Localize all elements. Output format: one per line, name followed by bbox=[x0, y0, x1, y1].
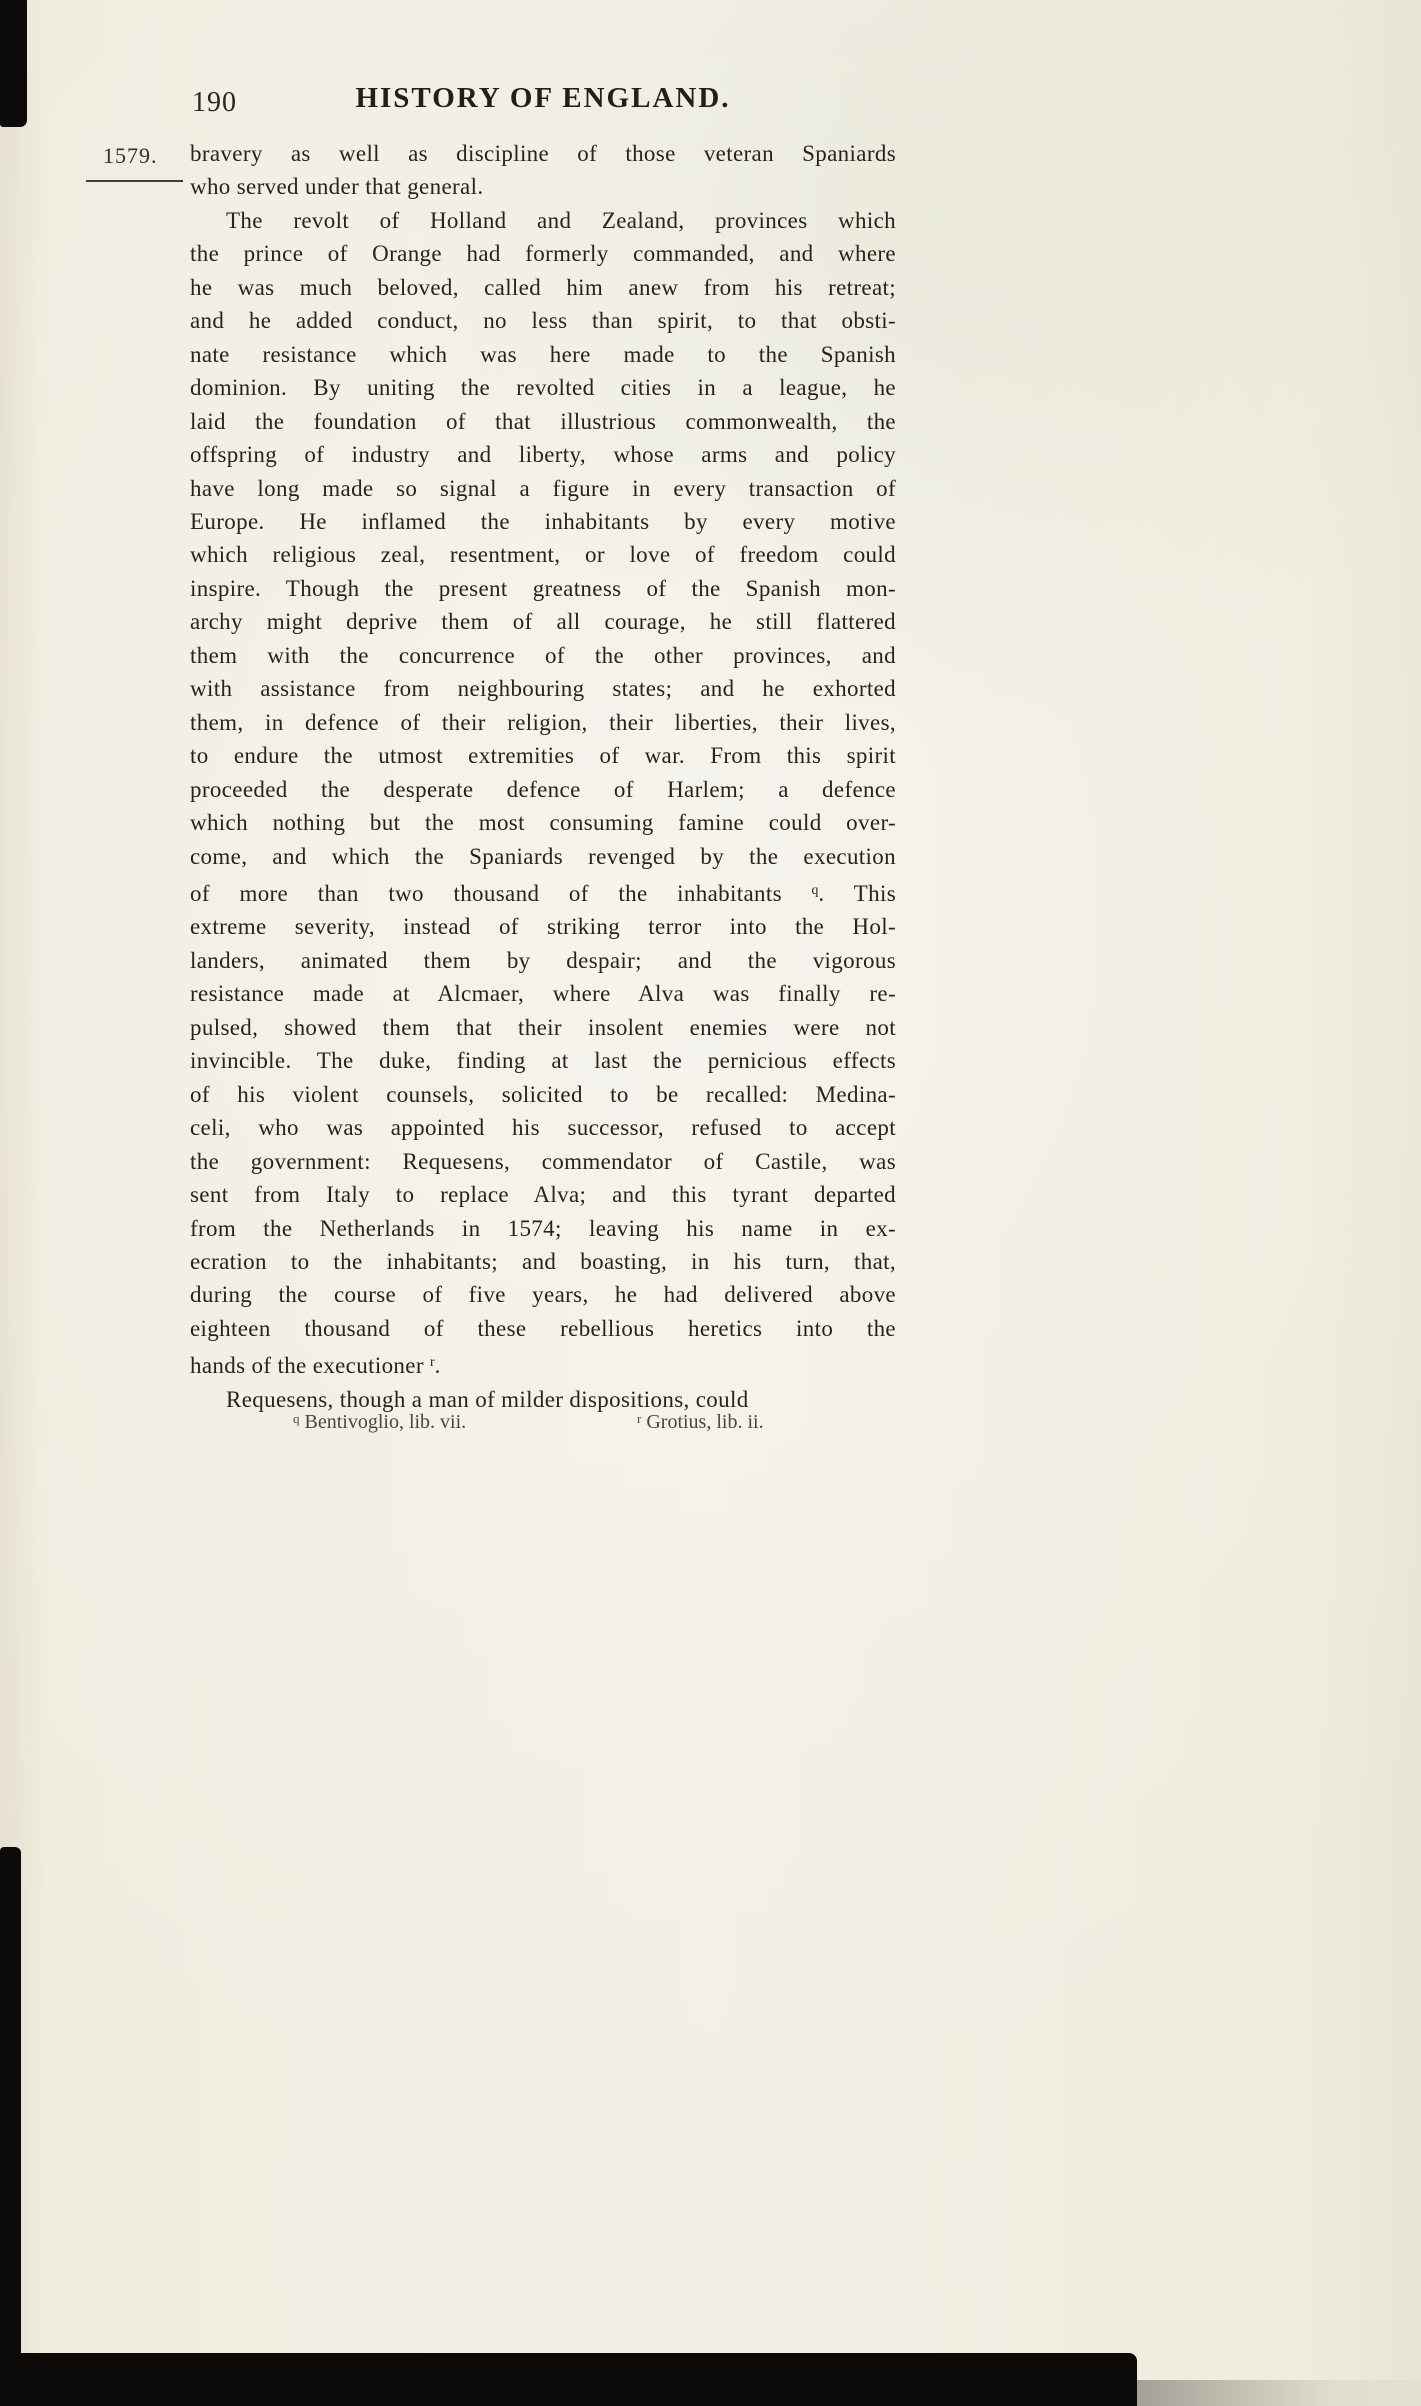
body-line: of his violent counsels, solicited to be recalled: Medina- bbox=[190, 1081, 896, 1107]
body-line bbox=[190, 873, 896, 910]
footnote-text: Grotius, lib. ii. bbox=[646, 1411, 764, 1433]
body-line: pulsed, showed them that their insolent enemies were not bbox=[190, 1014, 896, 1040]
body-line: inspire. Though the present greatness of the Spanish mon- bbox=[190, 575, 896, 601]
footnote-left bbox=[293, 1411, 466, 1434]
body-line: who served under that general. bbox=[190, 174, 484, 200]
footnote-marker-q: q bbox=[811, 881, 819, 897]
body-text-block bbox=[190, 137, 896, 1416]
body-line: offspring of industry and liberty, whose arms and policy bbox=[190, 442, 896, 468]
body-line: and he added conduct, no less than spirit, to that obsti- bbox=[190, 308, 896, 334]
body-line: celi, who was appointed his successor, refused to accept bbox=[190, 1115, 896, 1141]
body-line: invincible. The duke, finding at last the pernicious effects bbox=[190, 1048, 896, 1074]
running-title: HISTORY OF ENGLAND. bbox=[355, 82, 731, 114]
body-line: them with the concurrence of the other provinces, and bbox=[190, 642, 896, 668]
footnotes bbox=[190, 1411, 896, 1441]
body-line: resistance made at Alcmaer, where Alva was finally re- bbox=[190, 981, 896, 1007]
footnote-text: Bentivoglio, lib. vii. bbox=[304, 1411, 467, 1433]
body-line: dominion. By uniting the revolted cities in a league, he bbox=[190, 375, 896, 401]
body-line: he was much beloved, called him anew from his retreat; bbox=[190, 274, 896, 300]
body-line: archy might deprive them of all courage, he still flattered bbox=[190, 609, 896, 635]
scan-gutter-artifact-top bbox=[0, 0, 27, 127]
body-line: Europe. He inflamed the inhabitants by every motive bbox=[190, 508, 896, 534]
body-line: sent from Italy to replace Alva; and this tyrant departed bbox=[190, 1182, 896, 1208]
footnote-right bbox=[637, 1411, 764, 1434]
body-line: the prince of Orange had formerly commanded, and where bbox=[190, 241, 896, 267]
body-line: the government: Requesens, commendator of Castile, was bbox=[190, 1148, 896, 1174]
scan-bottom-bar-artifact bbox=[0, 2353, 1137, 2406]
scan-gutter-artifact-bottom bbox=[0, 1847, 21, 2406]
body-line: come, and which the Spaniards revenged by the execution bbox=[190, 843, 896, 869]
body-line: during the course of five years, he had delivered above bbox=[190, 1282, 896, 1308]
body-line-text: . bbox=[434, 1353, 441, 1379]
body-line-text: . This bbox=[818, 880, 896, 906]
body-line: eighteen thousand of these rebellious heretics into the bbox=[190, 1315, 896, 1341]
body-line-text: of more than two thousand of the inhabitants bbox=[190, 880, 812, 906]
body-line: to endure the utmost extremities of war. From this spirit bbox=[190, 743, 896, 769]
body-line bbox=[190, 1345, 896, 1382]
body-line: ecration to the inhabitants; and boasting, in his turn, that, bbox=[190, 1248, 896, 1274]
scan-smudge-artifact bbox=[1137, 2380, 1421, 2406]
body-line: proceeded the desperate defence of Harlem; a defence bbox=[190, 776, 896, 802]
body-line: which nothing but the most consuming famine could over- bbox=[190, 810, 896, 836]
footnote-marker-r: r bbox=[637, 1411, 642, 1426]
body-line-text: hands of the executioner bbox=[190, 1353, 430, 1379]
body-line: with assistance from neighbouring states; and he exhorted bbox=[190, 676, 896, 702]
body-line: extreme severity, instead of striking terror into the Hol- bbox=[190, 914, 896, 940]
body-line: have long made so signal a figure in every transaction of bbox=[190, 475, 896, 501]
margin-year-note: 1579. bbox=[103, 143, 158, 168]
footnote-marker-q: q bbox=[293, 1411, 300, 1426]
body-line: nate resistance which was here made to the Spanish bbox=[190, 341, 896, 367]
body-line: them, in defence of their religion, their liberties, their lives, bbox=[190, 709, 896, 735]
body-line: Requesens, though a man of milder dispositions, could bbox=[226, 1386, 749, 1412]
body-line: from the Netherlands in 1574; leaving his name in ex- bbox=[190, 1215, 896, 1241]
page-number: 190 bbox=[192, 87, 237, 118]
page-header bbox=[190, 82, 896, 122]
body-line: bravery as well as discipline of those veteran Spaniards bbox=[190, 141, 896, 166]
footnote-marker-r: r bbox=[429, 1354, 435, 1370]
body-line: which religious zeal, resentment, or love of freedom could bbox=[190, 542, 896, 568]
body-line: laid the foundation of that illustrious commonwealth, the bbox=[190, 408, 896, 434]
margin-rule bbox=[86, 180, 183, 182]
body-line: The revolt of Holland and Zealand, provinces which bbox=[226, 207, 896, 233]
body-line: landers, animated them by despair; and the vigorous bbox=[190, 947, 896, 973]
